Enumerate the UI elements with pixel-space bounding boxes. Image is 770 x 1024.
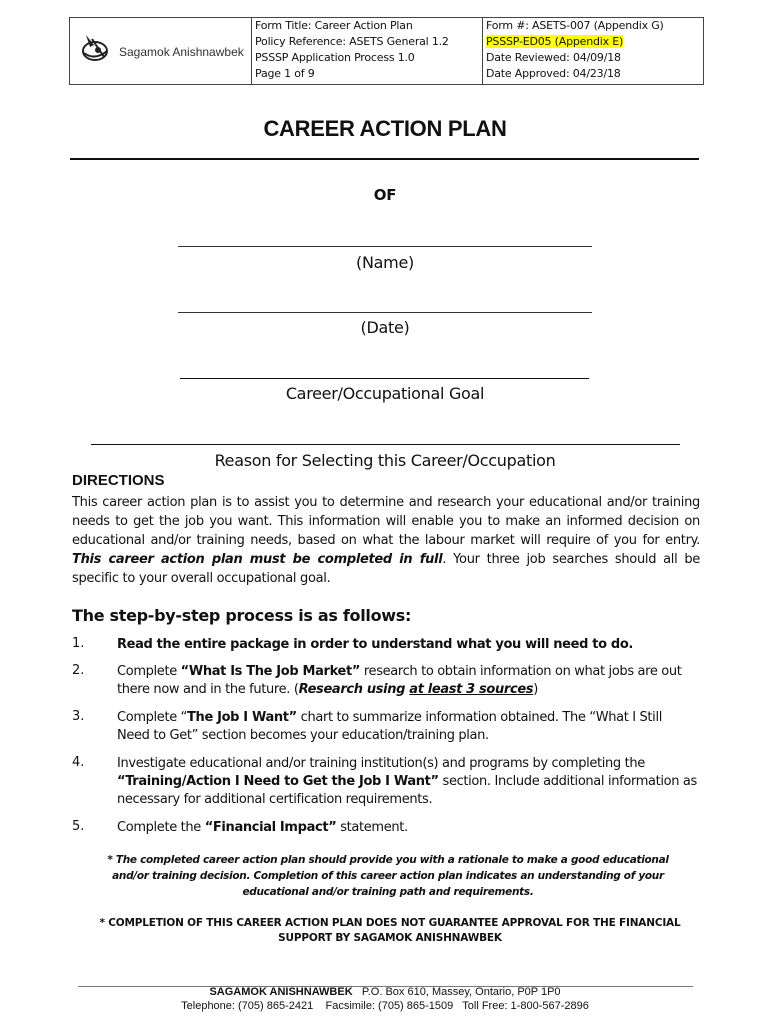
policy-reference: Policy Reference: ASETS General 1.2 xyxy=(255,35,449,48)
directions-text-part1: This career action plan is to assist you to determine and research your educational and/or training needs to get the job you want. This information will enable you to make an informed decision on educational and/or training needs, based on what the labour market will require of you for entry. xyxy=(72,495,700,548)
psssp-code-highlight: PSSSP-ED05 (Appendix E) xyxy=(486,35,624,48)
reason-blank-line[interactable] xyxy=(91,444,680,445)
page-number: Page 1 of 9 xyxy=(255,67,315,80)
step-3-number: 3. xyxy=(72,709,85,724)
date-reviewed: Date Reviewed: 04/09/18 xyxy=(486,51,621,64)
page-title: CAREER ACTION PLAN xyxy=(263,116,507,141)
reason-label: Reason for Selecting this Career/Occupation xyxy=(214,451,556,470)
psssp-code xyxy=(483,34,703,50)
goal-blank-line[interactable] xyxy=(180,378,589,379)
footer-contact-line xyxy=(0,999,770,1014)
name-label: (Name) xyxy=(356,253,414,272)
footer-org: SAGAMOK ANISHNAWBEK xyxy=(209,986,353,998)
rationale-note: * The completed career action plan should provide you with a rationale to make a good educational and/or training decision. Completion of this career action plan indicates an understanding of your educational and/or training path and requirements. xyxy=(107,854,669,898)
application-process: PSSSP Application Process 1.0 xyxy=(255,51,415,64)
org-name: Sagamok Anishnawbek xyxy=(119,45,244,59)
directions-text xyxy=(72,493,700,588)
goal-label: Career/Occupational Goal xyxy=(285,384,485,403)
footer-address-line xyxy=(0,985,770,1000)
step-4-number: 4. xyxy=(72,755,85,770)
approval-disclaimer: * COMPLETION OF THIS CAREER ACTION PLAN DOES NOT GUARANTEE APPROVAL FOR THE FINANCIAL SUPPORT BY SAGAMOK ANISHNAWBEK xyxy=(99,917,681,944)
step-2-text: Complete “What Is The Job Market” research to obtain information on what jobs are out there now and in the future. (Research using at least 3 sources) xyxy=(117,664,682,697)
header-logo-cell xyxy=(70,18,252,84)
footer-address: P.O. Box 610, Massey, Ontario, P0P 1P0 xyxy=(361,986,561,998)
sagamok-logo-icon xyxy=(80,31,110,65)
step-1-number: 1. xyxy=(72,636,85,651)
date-blank-line[interactable] xyxy=(178,312,592,313)
step-5-number: 5. xyxy=(72,819,85,834)
form-header xyxy=(69,17,704,85)
form-number: Form #: ASETS-007 (Appendix G) xyxy=(486,19,664,32)
form-title: Form Title: Career Action Plan xyxy=(255,19,413,32)
date-label: (Date) xyxy=(360,318,410,337)
date-approved: Date Approved: 04/23/18 xyxy=(486,67,621,80)
name-blank-line[interactable] xyxy=(178,246,592,247)
title-rule xyxy=(70,158,699,160)
step-3-text: Complete “The Job I Want” chart to summarize information obtained. The “What I Still Need to Get” section becomes your education/training plan. xyxy=(117,710,662,743)
step-4-text: Investigate educational and/or training institution(s) and programs by completing the “Training/Action I Need to Get the Job I Want” section. Include additional information as necessary for additional certification requirements. xyxy=(117,756,697,807)
header-middle-cell xyxy=(252,18,483,84)
step-5-text: Complete the “Financial Impact” statement. xyxy=(117,820,408,835)
directions-text-part2: . Your three job searches should all be specific to your overall occupational goal. xyxy=(72,552,700,586)
step-2-number: 2. xyxy=(72,663,85,678)
directions-heading: DIRECTIONS xyxy=(72,472,165,489)
steps-heading: The step-by-step process is as follows: xyxy=(72,606,412,625)
footer-facsimile: Facsimile: (705) 865-1509 xyxy=(325,1000,454,1012)
step-1-text: Read the entire package in order to understand what you will need to do. xyxy=(117,637,633,652)
footer-telephone: Telephone: (705) 865-2421 xyxy=(181,1000,314,1012)
of-label: OF xyxy=(373,186,397,204)
directions-text-emphasis: This career action plan must be completed in full xyxy=(72,552,443,567)
footer-toll-free: Toll Free: 1-800-567-2896 xyxy=(462,1000,589,1012)
header-right-cell xyxy=(483,18,703,84)
